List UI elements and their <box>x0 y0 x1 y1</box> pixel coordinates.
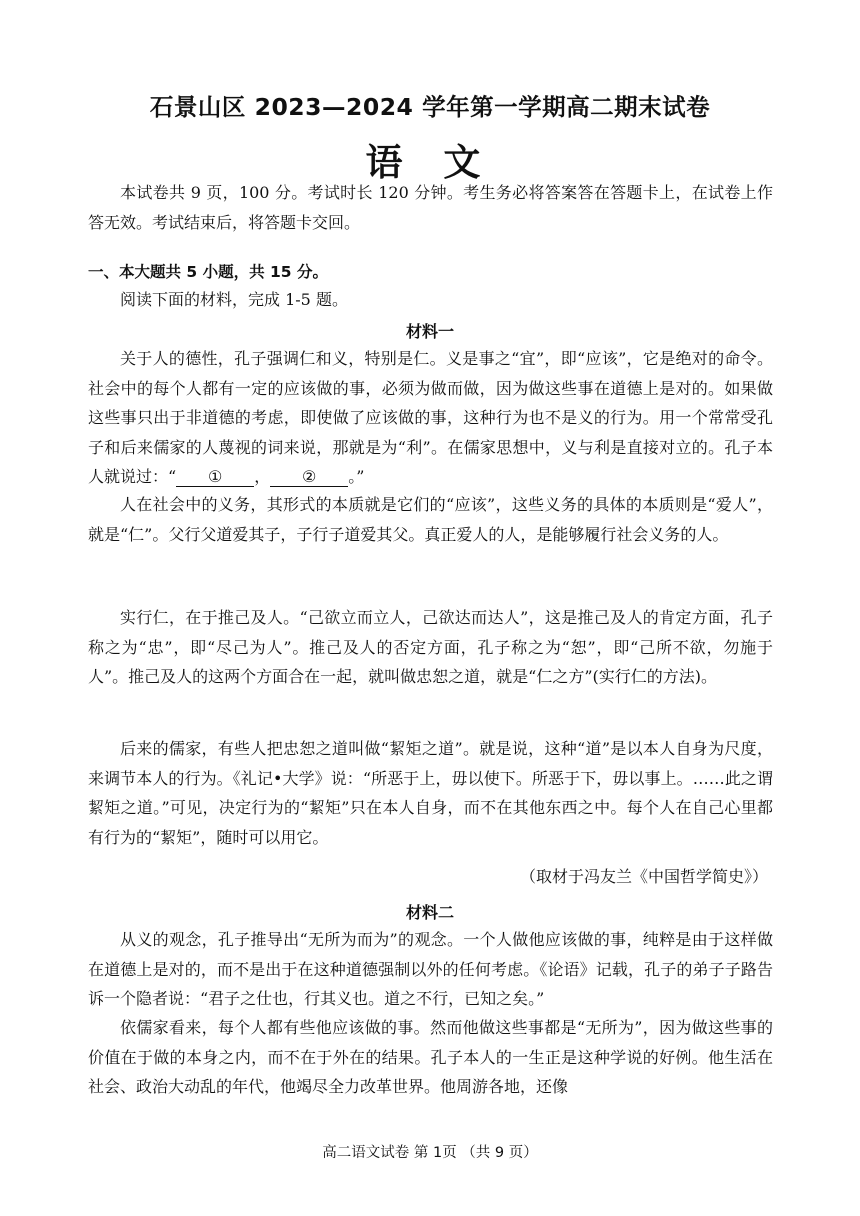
material-one-paragraph-3: 实行仁，在于推己及人。“己欲立而立人，己欲达而达人”，这是推己及人的肯定方面，孔子称之为“忠”，即“尽己为人”。推己及人的否定方面，孔子称之为“恕”，即“己所不欲，勿施于人”。推己及人的这两个方面合在一起，就叫做忠恕之道，就是“仁之方”(实行仁的方法)。 <box>88 608 773 686</box>
section-directive: 阅读下面的材料，完成 1-5 题。 <box>120 290 348 309</box>
material-one-paragraph-4: 后来的儒家，有些人把忠恕之道叫做“絜矩之道”。就是说，这种“道”是以本人自身为尺度，来调节本人的行为。《礼记•大学》说：“所恶于上，毋以使下。所恶于下，毋以事上。……此之谓絜矩之道。”可见，决定行为的“絜矩”只在本人自身，而不在其他东西之中。每个人在自己心里都有行为的“絜矩”，随时可以用它。 <box>88 739 773 847</box>
material-two-heading: 材料二 <box>405 903 454 922</box>
material-one-paragraph-1 <box>88 344 773 492</box>
paragraph-text-end: 。” <box>348 467 365 486</box>
answer-blank-1: ① <box>176 468 254 487</box>
answer-blank-2: ② <box>270 468 348 487</box>
exam-title: 石景山区 2023—2024 学年第一学期高二期末试卷 <box>149 93 711 121</box>
material-one-paragraph-2: 人在社会中的义务，其形式的本质就是它们的“应该”，这些义务的具体的本质则是“爱人”，就是“仁”。父行父道爱其子，子行子道爱其父。真正爱人的人，是能够履行社会义务的人。 <box>88 495 773 544</box>
paragraph-text: 关于人的德性，孔子强调仁和义，特别是仁。义是事之“宜”，即“应该”，它是绝对的命令。社会中的每个人都有一定的应该做的事，必须为做而做，因为做这些事在道德上是对的。如果做这些事只出于非道德的考虑，即使做了应该做的事，这种行为也不是义的行为。用一个常常受孔子和后来儒家的人蔑视的词来说，那就是为“利”。在儒家思想中，义与利是直接对立的。孔子本人就说过：“ <box>88 349 773 486</box>
blank-separator: ， <box>254 467 271 486</box>
subject-title: 语 文 <box>365 141 495 184</box>
material-one-heading: 材料一 <box>405 322 454 341</box>
material-two-paragraph-1: 从义的观念，孔子推导出“无所为而为”的观念。一个人做他应该做的事，纯粹是由于这样做在道德上是对的，而不是出于在这种道德强制以外的任何考虑。《论语》记载，孔子的弟子子路告诉一个隐者说：“君子之仕也，行其义也。道之不行，已知之矣。” <box>88 930 773 1008</box>
section-heading: 一、本大题共 5 小题，共 15 分。 <box>88 263 328 281</box>
page-footer: 高二语文试卷 第 1页 （共 9 页） <box>322 1145 538 1161</box>
exam-instructions: 本试卷共 9 页，100 分。考试时长 120 分钟。考生务必将答案答在答题卡上，在试卷上作答无效。考试结束后，将答题卡交回。 <box>88 183 773 232</box>
material-two-paragraph-2: 依儒家看来，每个人都有些他应该做的事。然而他做这些事都是“无所为”，因为做这些事的价值在于做的本身之内，而不在于外在的结果。孔子本人的一生正是这种学说的好例。他生活在社会、政治大动乱的年代，他竭尽全力改革世界。他周游各地，还像 <box>88 1018 773 1096</box>
material-one-source: （取材于冯友兰《中国哲学简史》） <box>519 867 768 886</box>
